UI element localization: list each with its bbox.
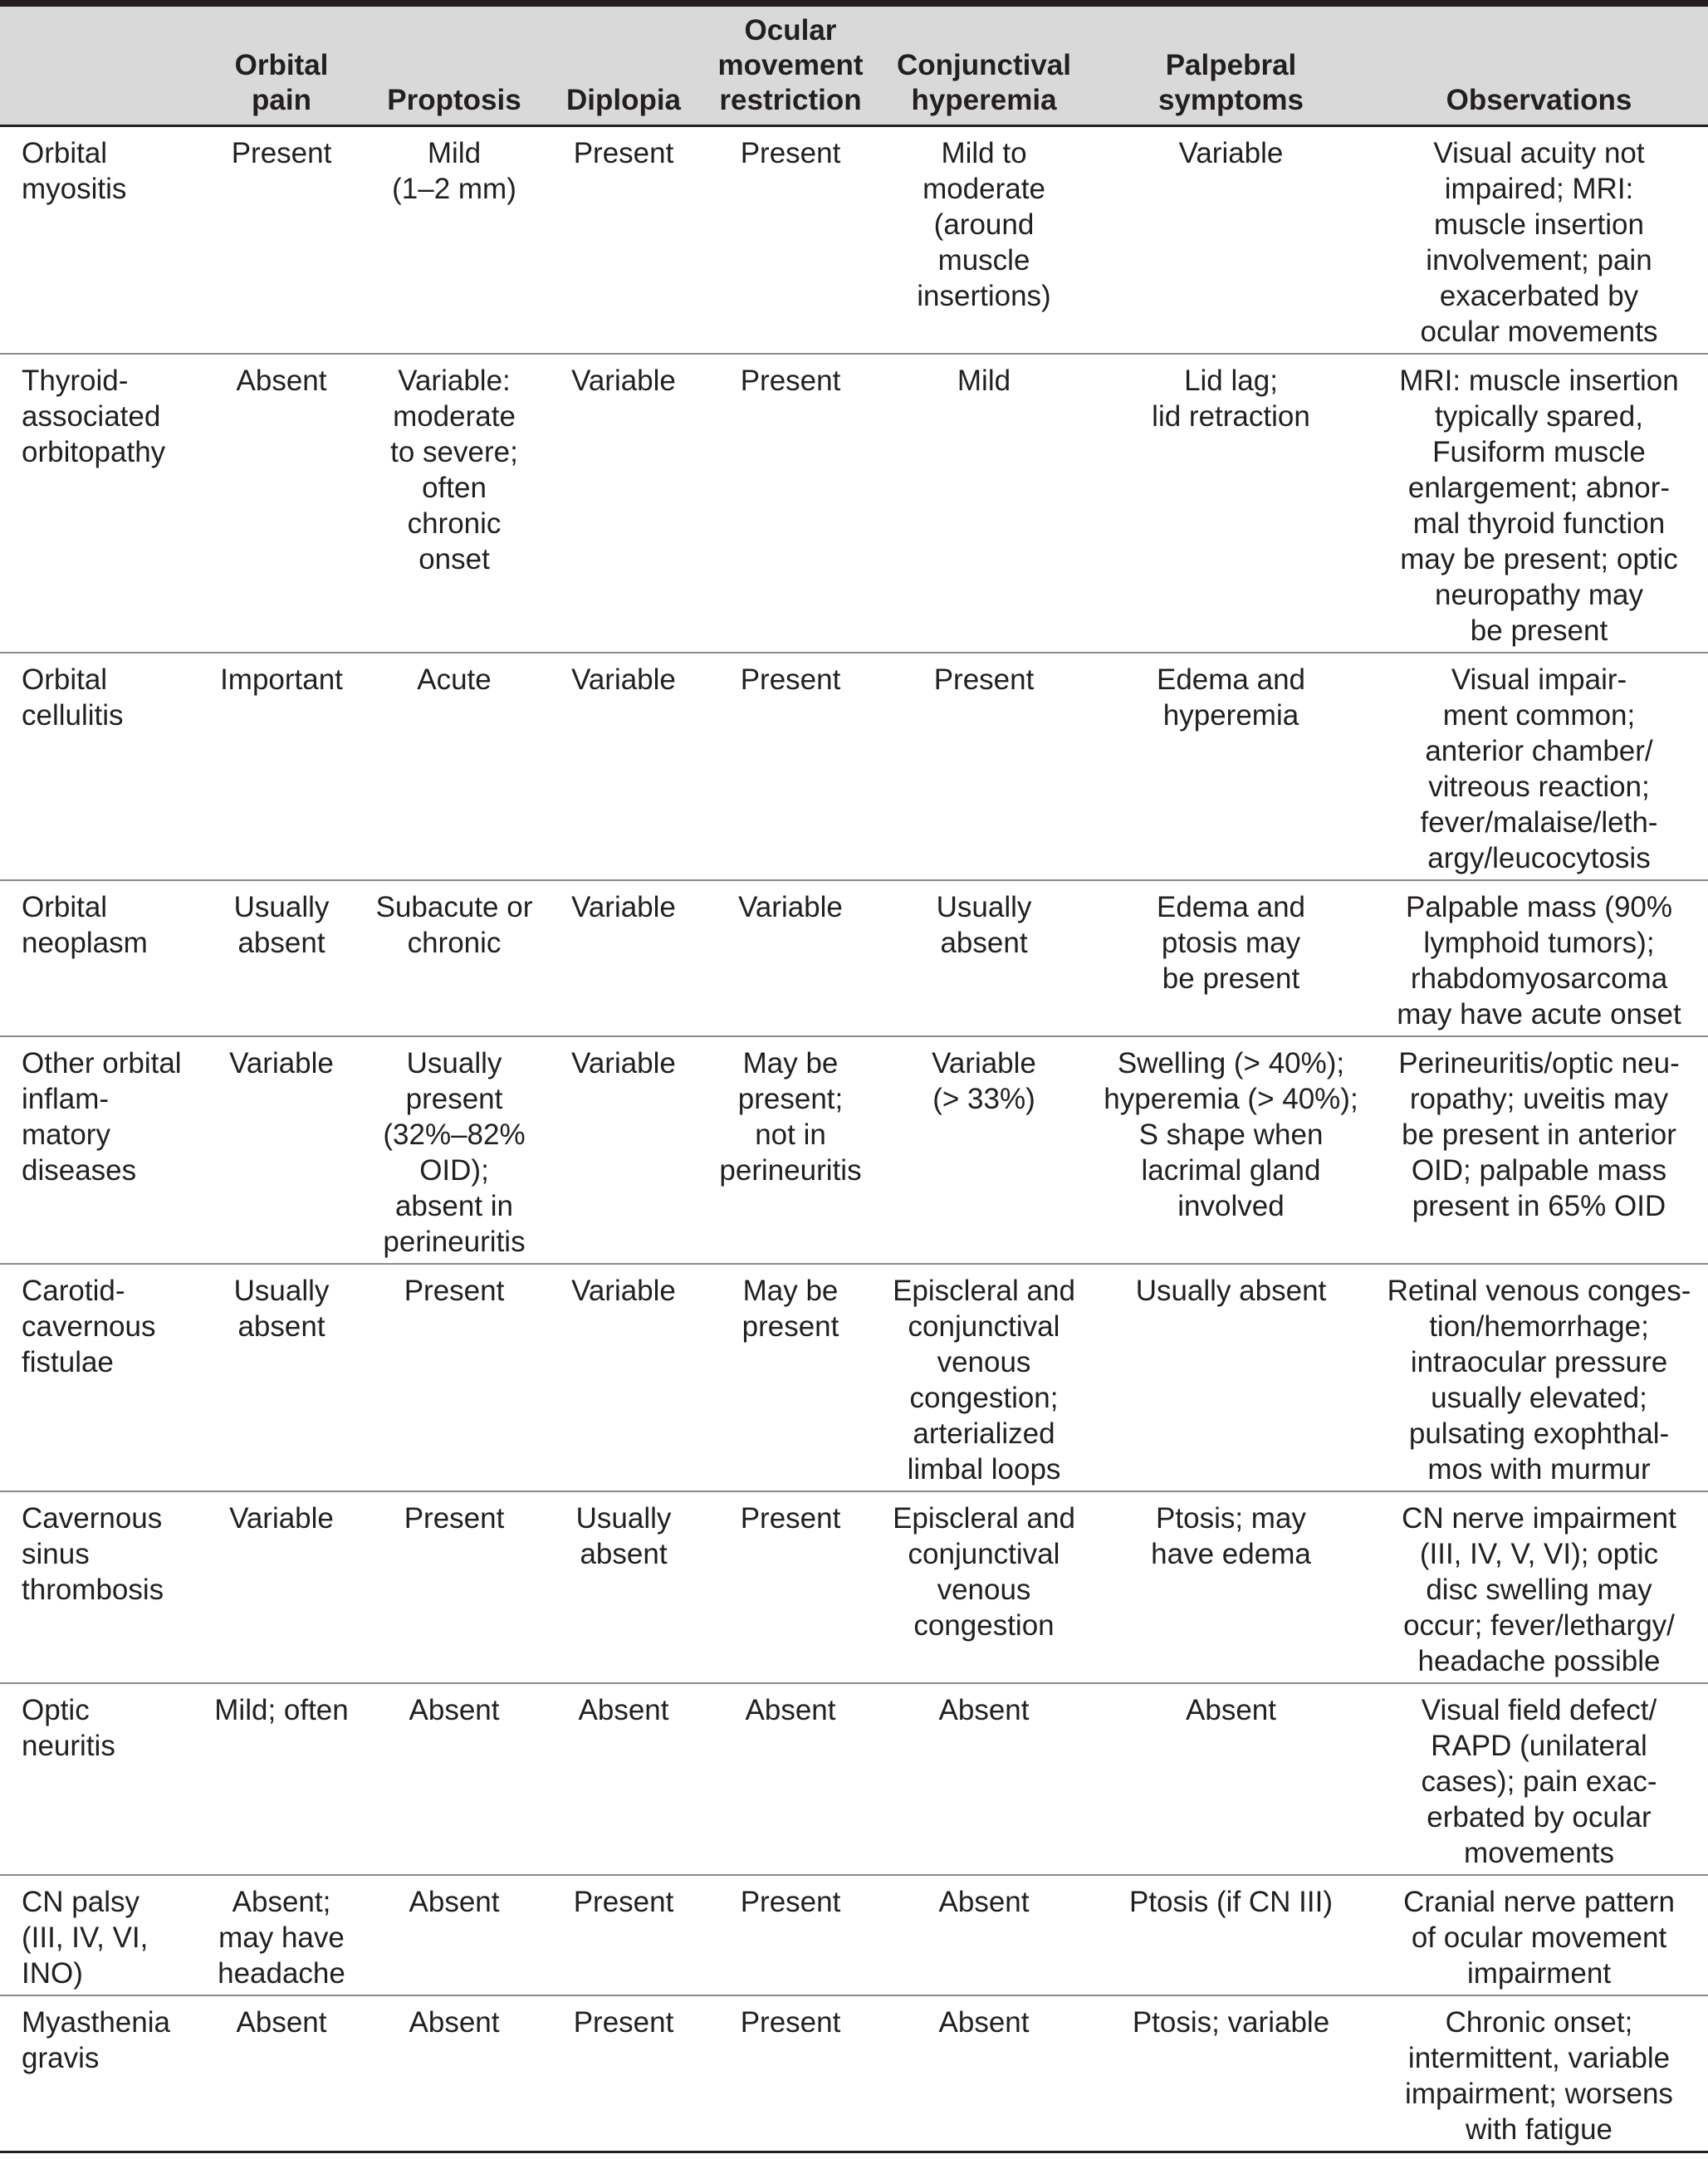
cell-conjunctival-hyperemia: Variable (> 33%): [876, 1036, 1092, 1264]
cell-palpebral-symptoms: Lid lag; lid retraction: [1092, 354, 1370, 653]
cell-palpebral-symptoms: Variable: [1092, 125, 1370, 354]
table-row: [0, 1875, 1708, 1995]
cell-ocular-movement-restriction: May be present: [705, 1264, 876, 1491]
cell-proptosis: Present: [366, 1491, 542, 1683]
cell-palpebral-symptoms: Ptosis; may have edema: [1092, 1491, 1370, 1683]
cell-diplopia: Variable: [542, 354, 705, 653]
cell-orbital-pain: Variable: [197, 1491, 366, 1683]
header-diplopia: Diplopia: [542, 7, 705, 125]
cell-diplopia: Absent: [542, 1683, 705, 1875]
cell-conjunctival-hyperemia: Mild: [876, 354, 1092, 653]
cell-orbital-pain: Important: [197, 653, 366, 880]
cell-ocular-movement-restriction: Present: [705, 1995, 876, 2152]
cell-observations: Cranial nerve pattern of ocular movement impairment: [1370, 1875, 1708, 1995]
cell-palpebral-symptoms: Ptosis (if CN III): [1092, 1875, 1370, 1995]
cell-condition: Other orbital inflam- matory diseases: [0, 1036, 197, 1264]
cell-ocular-movement-restriction: May be present; not in perineuritis: [705, 1036, 876, 1264]
cell-diplopia: Variable: [542, 1264, 705, 1491]
cell-orbital-pain: Present: [197, 125, 366, 354]
cell-palpebral-symptoms: Usually absent: [1092, 1264, 1370, 1491]
cell-orbital-pain: Absent: [197, 1995, 366, 2152]
cell-observations: Retinal venous conges- tion/hemorrhage; intraocular pressure usually elevated; pulsating exophthal- mos with murmur: [1370, 1264, 1708, 1491]
table-row: [0, 1995, 1708, 2152]
cell-condition: Orbital myositis: [0, 125, 197, 354]
cell-conjunctival-hyperemia: Absent: [876, 1875, 1092, 1995]
table-row: [0, 1683, 1708, 1875]
cell-orbital-pain: Mild; often: [197, 1683, 366, 1875]
cell-proptosis: Absent: [366, 1875, 542, 1995]
cell-proptosis: Absent: [366, 1683, 542, 1875]
header-orbital-pain: Orbital pain: [197, 7, 366, 125]
cell-observations: MRI: muscle insertion typically spared, Fusiform muscle enlargement; abnor- mal thyroid function may be present; optic neuropathy may be present: [1370, 354, 1708, 653]
cell-diplopia: Usually absent: [542, 1491, 705, 1683]
cell-ocular-movement-restriction: Present: [705, 1491, 876, 1683]
cell-conjunctival-hyperemia: Present: [876, 653, 1092, 880]
table-row: [0, 1264, 1708, 1491]
cell-observations: Visual impair- ment common; anterior chamber/ vitreous reaction; fever/malaise/leth- argy/leucocytosis: [1370, 653, 1708, 880]
cell-palpebral-symptoms: Ptosis; variable: [1092, 1995, 1370, 2152]
table-header: [0, 7, 1708, 125]
cell-diplopia: Present: [542, 1995, 705, 2152]
table-row: [0, 1491, 1708, 1683]
cell-condition: CN palsy (III, IV, VI, INO): [0, 1875, 197, 1995]
cell-orbital-pain: Absent; may have headache: [197, 1875, 366, 1995]
cell-observations: Chronic onset; intermittent, variable impairment; worsens with fatigue: [1370, 1995, 1708, 2152]
cell-condition: Thyroid- associated orbitopathy: [0, 354, 197, 653]
cell-ocular-movement-restriction: Present: [705, 1875, 876, 1995]
cell-palpebral-symptoms: Swelling (> 40%); hyperemia (> 40%); S shape when lacrimal gland involved: [1092, 1036, 1370, 1264]
cell-conjunctival-hyperemia: Episcleral and conjunctival venous congestion: [876, 1491, 1092, 1683]
cell-ocular-movement-restriction: Present: [705, 653, 876, 880]
top-rule: [0, 0, 1708, 7]
cell-condition: Cavernous sinus thrombosis: [0, 1491, 197, 1683]
header-palpebral-symptoms: Palpebral symptoms: [1092, 7, 1370, 125]
cell-observations: Visual acuity not impaired; MRI: muscle insertion involvement; pain exacerbated by ocular movements: [1370, 125, 1708, 354]
cell-orbital-pain: Variable: [197, 1036, 366, 1264]
cell-proptosis: Mild (1–2 mm): [366, 125, 542, 354]
cell-conjunctival-hyperemia: Episcleral and conjunctival venous congestion; arterialized limbal loops: [876, 1264, 1092, 1491]
cell-observations: Perineuritis/optic neu- ropathy; uveitis may be present in anterior OID; palpable mass present in 65% OID: [1370, 1036, 1708, 1264]
header-observations: Observations: [1370, 7, 1708, 125]
cell-condition: Orbital neoplasm: [0, 880, 197, 1036]
cell-observations: CN nerve impairment (III, IV, V, VI); optic disc swelling may occur; fever/lethargy/ headache possible: [1370, 1491, 1708, 1683]
cell-conjunctival-hyperemia: Usually absent: [876, 880, 1092, 1036]
header-row: [0, 7, 1708, 125]
cell-orbital-pain: Usually absent: [197, 1264, 366, 1491]
table-row: [0, 1036, 1708, 1264]
header-blank: [0, 7, 197, 125]
cell-ocular-movement-restriction: Absent: [705, 1683, 876, 1875]
table-body: [0, 125, 1708, 2152]
cell-observations: Visual field defect/ RAPD (unilateral cases); pain exac- erbated by ocular movements: [1370, 1683, 1708, 1875]
cell-diplopia: Variable: [542, 653, 705, 880]
cell-proptosis: Absent: [366, 1995, 542, 2152]
cell-proptosis: Present: [366, 1264, 542, 1491]
cell-ocular-movement-restriction: Present: [705, 125, 876, 354]
cell-diplopia: Present: [542, 1875, 705, 1995]
cell-proptosis: Acute: [366, 653, 542, 880]
cell-diplopia: Variable: [542, 880, 705, 1036]
cell-palpebral-symptoms: Edema and ptosis may be present: [1092, 880, 1370, 1036]
comparison-table: [0, 7, 1708, 2153]
cell-condition: Orbital cellulitis: [0, 653, 197, 880]
cell-conjunctival-hyperemia: Absent: [876, 1683, 1092, 1875]
table-row: [0, 653, 1708, 880]
cell-proptosis: Subacute or chronic: [366, 880, 542, 1036]
cell-observations: Palpable mass (90% lymphoid tumors); rhabdomyosarcoma may have acute onset: [1370, 880, 1708, 1036]
cell-proptosis: Variable: moderate to severe; often chronic onset: [366, 354, 542, 653]
cell-condition: Myasthenia gravis: [0, 1995, 197, 2152]
table-row: [0, 880, 1708, 1036]
cell-condition: Carotid- cavernous fistulae: [0, 1264, 197, 1491]
cell-conjunctival-hyperemia: Absent: [876, 1995, 1092, 2152]
header-ocular-movement-restriction: Ocular movement restriction: [705, 7, 876, 125]
cell-palpebral-symptoms: Edema and hyperemia: [1092, 653, 1370, 880]
table-row: [0, 125, 1708, 354]
cell-conjunctival-hyperemia: Mild to moderate (around muscle insertions): [876, 125, 1092, 354]
cell-proptosis: Usually present (32%–82% OID); absent in perineuritis: [366, 1036, 542, 1264]
cell-ocular-movement-restriction: Present: [705, 354, 876, 653]
cell-diplopia: Variable: [542, 1036, 705, 1264]
cell-orbital-pain: Usually absent: [197, 880, 366, 1036]
cell-diplopia: Present: [542, 125, 705, 354]
table-row: [0, 354, 1708, 653]
cell-ocular-movement-restriction: Variable: [705, 880, 876, 1036]
cell-palpebral-symptoms: Absent: [1092, 1683, 1370, 1875]
cell-orbital-pain: Absent: [197, 354, 366, 653]
header-conjunctival-hyperemia: Conjunctival hyperemia: [876, 7, 1092, 125]
header-proptosis: Proptosis: [366, 7, 542, 125]
cell-condition: Optic neuritis: [0, 1683, 197, 1875]
